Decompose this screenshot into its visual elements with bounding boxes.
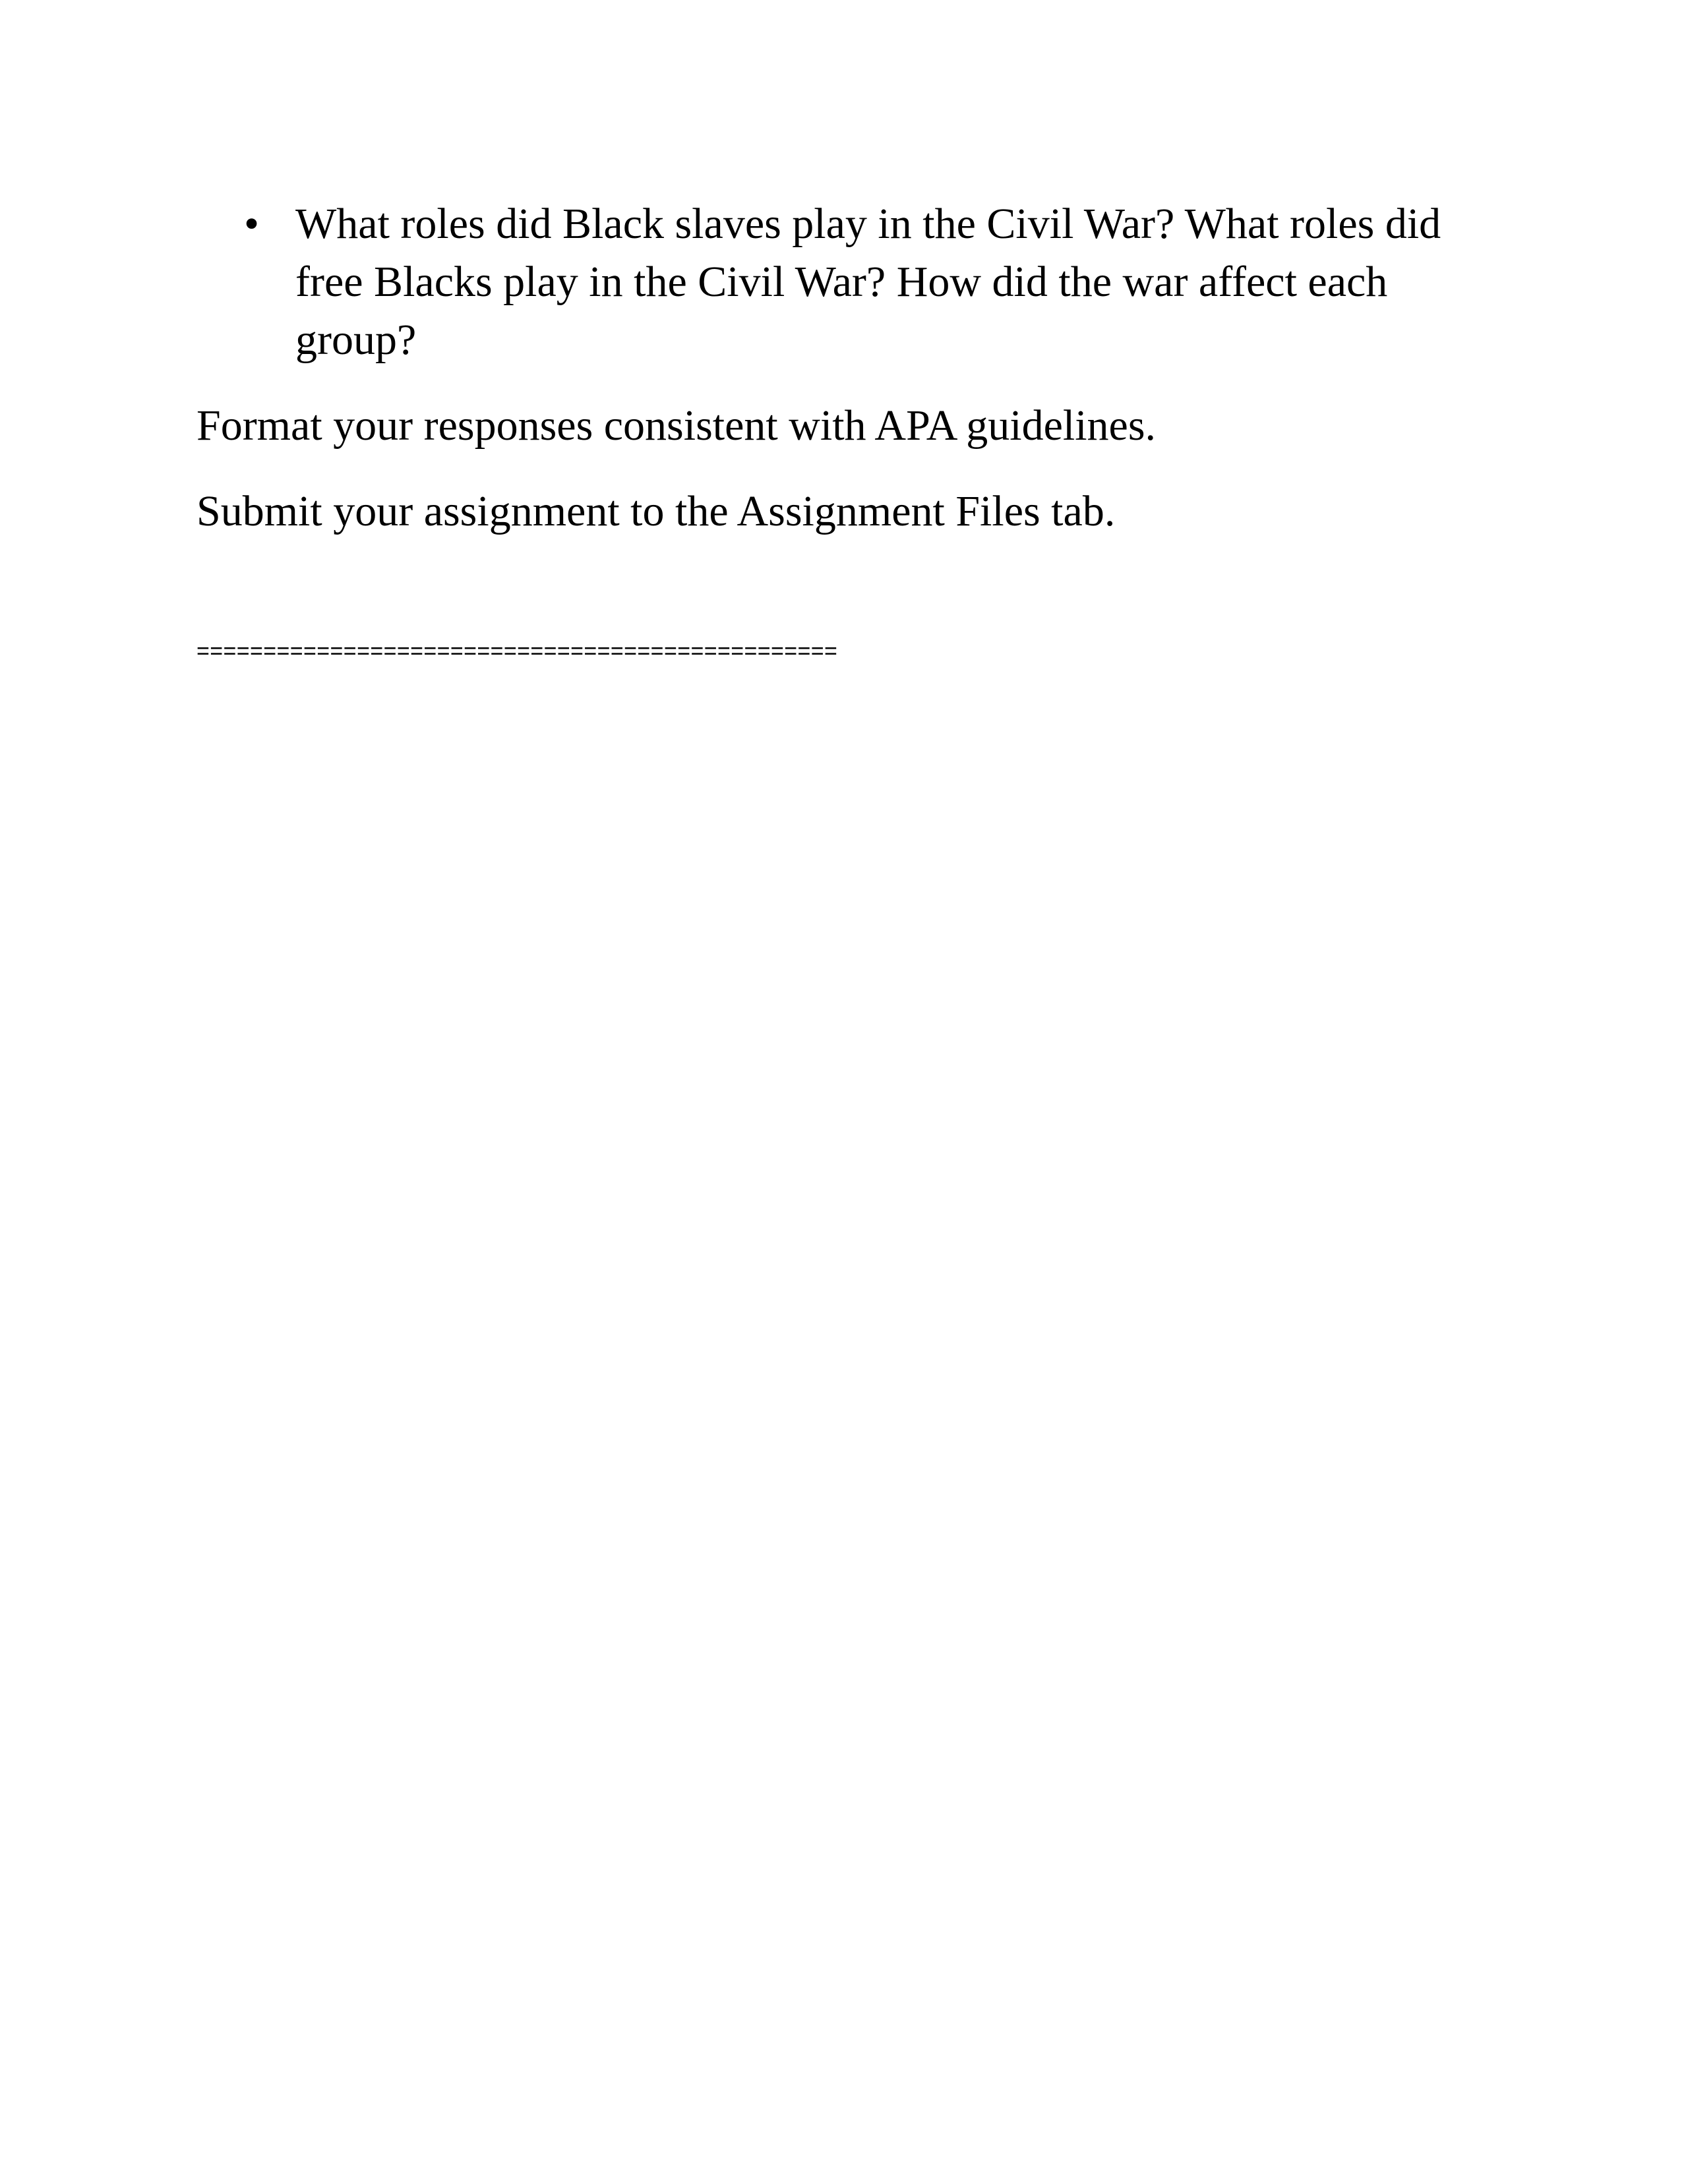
separator-line: ================================================ [196,639,838,664]
question-text: What roles did Black slaves play in the Civil War? What roles did free Blacks play in the Civil War? How did the war affect each group? [295,200,1441,364]
submit-instruction: Submit your assignment to the Assignment Files tab. [196,487,1116,535]
question-list [244,195,1495,369]
bullet-icon: • [244,200,260,248]
format-instruction: Format your responses consistent with APA guidelines. [196,401,1157,450]
list-item [244,195,1495,369]
